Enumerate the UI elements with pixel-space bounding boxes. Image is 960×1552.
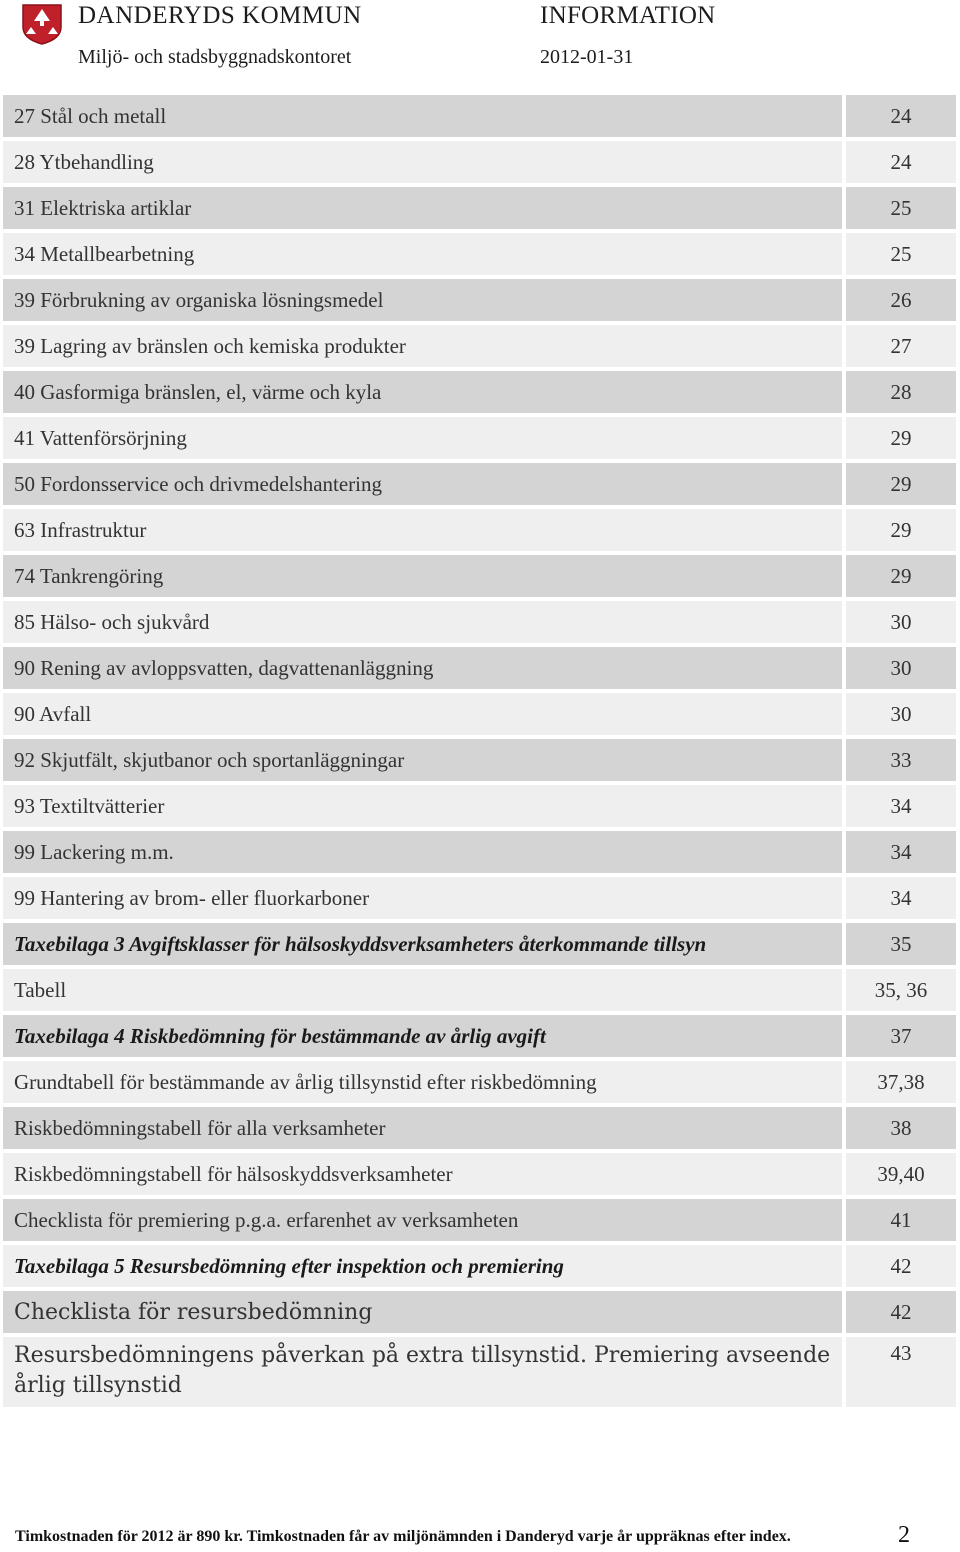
toc-section-label: Taxebilaga 5 Resursbedömning efter inspektion och premiering <box>3 1245 842 1287</box>
toc-section-row[interactable] <box>3 923 956 965</box>
toc-entry-label: Tabell <box>3 969 842 1011</box>
toc-entry-page: 27 <box>846 325 956 367</box>
toc-entry-label: 85 Hälso- och sjukvård <box>3 601 842 643</box>
toc-row[interactable] <box>3 831 956 873</box>
toc-entry-label: 28 Ytbehandling <box>3 141 842 183</box>
toc-row[interactable] <box>3 1337 956 1407</box>
toc-entry-page: 35, 36 <box>846 969 956 1011</box>
toc-row[interactable] <box>3 739 956 781</box>
toc-entry-label: 74 Tankrengöring <box>3 555 842 597</box>
toc-entry-page: 29 <box>846 555 956 597</box>
toc-row[interactable] <box>3 1153 956 1195</box>
page-header <box>0 0 960 90</box>
toc-row[interactable] <box>3 187 956 229</box>
toc-entry-page: 37,38 <box>846 1061 956 1103</box>
page-number: 2 <box>898 1522 910 1548</box>
toc-row[interactable] <box>3 509 956 551</box>
municipal-coat-of-arms-icon <box>21 3 63 45</box>
toc-entry-page: 26 <box>846 279 956 321</box>
toc-section-label: Taxebilaga 4 Riskbedömning för bestämmande av årlig avgift <box>3 1015 842 1057</box>
document-date: 2012-01-31 <box>540 46 634 68</box>
toc-entry-label: 90 Avfall <box>3 693 842 735</box>
toc-row[interactable] <box>3 1199 956 1241</box>
footer-note: Timkostnaden för 2012 är 890 kr. Timkostnaden får av miljönämnden i Danderyd varje år uppräknas efter index. <box>15 1528 791 1545</box>
toc-row[interactable] <box>3 601 956 643</box>
toc-entry-page: 28 <box>846 371 956 413</box>
toc-entry-page: 38 <box>846 1107 956 1149</box>
toc-row[interactable] <box>3 325 956 367</box>
toc-row[interactable] <box>3 371 956 413</box>
toc-row[interactable] <box>3 1291 956 1333</box>
toc-section-label: Taxebilaga 3 Avgiftsklasser för hälsoskyddsverksamheters återkommande tillsyn <box>3 923 842 965</box>
toc-row[interactable] <box>3 141 956 183</box>
toc-entry-label: Resursbedömningens påverkan på extra tillsynstid. Premiering avseende årlig tillsynstid <box>3 1337 842 1407</box>
document-type: INFORMATION <box>540 2 716 29</box>
toc-entry-page: 43 <box>846 1337 956 1407</box>
table-of-contents <box>3 95 956 1411</box>
toc-entry-page: 33 <box>846 739 956 781</box>
toc-entry-label: 50 Fordonsservice och drivmedelshantering <box>3 463 842 505</box>
toc-row[interactable] <box>3 647 956 689</box>
toc-entry-page: 30 <box>846 601 956 643</box>
toc-entry-label: Grundtabell för bestämmande av årlig tillsynstid efter riskbedömning <box>3 1061 842 1103</box>
organization-name: DANDERYDS KOMMUN <box>78 2 362 29</box>
toc-entry-label: 90 Rening av avloppsvatten, dagvattenanläggning <box>3 647 842 689</box>
toc-entry-label: Riskbedömningstabell för alla verksamheter <box>3 1107 842 1149</box>
toc-row[interactable] <box>3 279 956 321</box>
toc-row[interactable] <box>3 693 956 735</box>
toc-row[interactable] <box>3 1107 956 1149</box>
toc-row[interactable] <box>3 555 956 597</box>
toc-entry-label: 39 Förbrukning av organiska lösningsmedel <box>3 279 842 321</box>
toc-entry-label: 41 Vattenförsörjning <box>3 417 842 459</box>
toc-entry-page: 29 <box>846 417 956 459</box>
toc-entry-page: 35 <box>846 923 956 965</box>
toc-entry-label: 27 Stål och metall <box>3 95 842 137</box>
toc-entry-page: 29 <box>846 509 956 551</box>
toc-entry-label: 34 Metallbearbetning <box>3 233 842 275</box>
toc-entry-page: 29 <box>846 463 956 505</box>
toc-entry-page: 37 <box>846 1015 956 1057</box>
toc-entry-page: 30 <box>846 693 956 735</box>
toc-row[interactable] <box>3 233 956 275</box>
toc-entry-page: 25 <box>846 187 956 229</box>
toc-entry-label: 93 Textiltvätterier <box>3 785 842 827</box>
toc-entry-page: 39,40 <box>846 1153 956 1195</box>
toc-row[interactable] <box>3 463 956 505</box>
toc-entry-page: 25 <box>846 233 956 275</box>
toc-entry-label: 63 Infrastruktur <box>3 509 842 551</box>
toc-entry-label: 99 Hantering av brom- eller fluorkarboner <box>3 877 842 919</box>
toc-row[interactable] <box>3 1061 956 1103</box>
toc-entry-page: 41 <box>846 1199 956 1241</box>
toc-entry-label: Riskbedömningstabell för hälsoskyddsverksamheter <box>3 1153 842 1195</box>
toc-entry-page: 42 <box>846 1291 956 1333</box>
toc-entry-label: 99 Lackering m.m. <box>3 831 842 873</box>
department-name: Miljö- och stadsbyggnadskontoret <box>78 46 352 68</box>
toc-entry-page: 30 <box>846 647 956 689</box>
toc-entry-page: 34 <box>846 831 956 873</box>
toc-entry-label: 92 Skjutfält, skjutbanor och sportanläggningar <box>3 739 842 781</box>
toc-entry-page: 34 <box>846 877 956 919</box>
toc-entry-page: 24 <box>846 95 956 137</box>
toc-row[interactable] <box>3 785 956 827</box>
toc-row[interactable] <box>3 877 956 919</box>
toc-entry-label: 31 Elektriska artiklar <box>3 187 842 229</box>
toc-entry-label: 40 Gasformiga bränslen, el, värme och kyla <box>3 371 842 413</box>
toc-row[interactable] <box>3 417 956 459</box>
toc-entry-page: 34 <box>846 785 956 827</box>
toc-row[interactable] <box>3 969 956 1011</box>
toc-entry-page: 42 <box>846 1245 956 1287</box>
toc-section-row[interactable] <box>3 1015 956 1057</box>
toc-entry-label: Checklista för resursbedömning <box>3 1291 842 1333</box>
toc-row[interactable] <box>3 95 956 137</box>
toc-section-row[interactable] <box>3 1245 956 1287</box>
toc-entry-label: 39 Lagring av bränslen och kemiska produkter <box>3 325 842 367</box>
toc-entry-label: Checklista för premiering p.g.a. erfarenhet av verksamheten <box>3 1199 842 1241</box>
toc-entry-page: 24 <box>846 141 956 183</box>
